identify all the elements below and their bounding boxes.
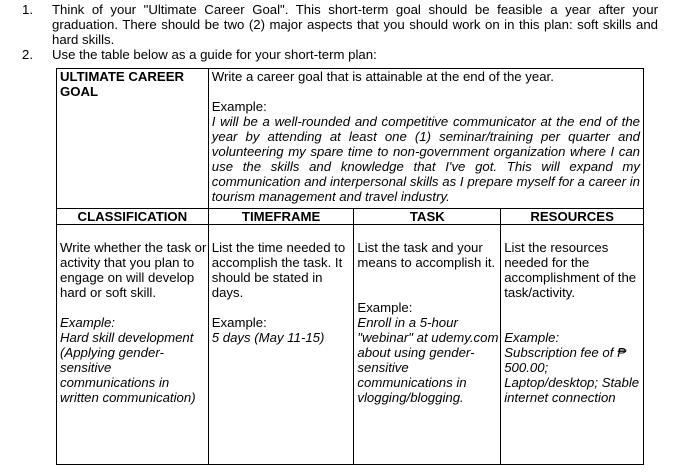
goal-content-cell bbox=[208, 69, 643, 209]
resources-cell bbox=[501, 225, 644, 465]
instruction-number: 2. bbox=[22, 47, 33, 62]
task-cell bbox=[354, 225, 501, 465]
example-text: Enroll in a 5-hour "webinar" at udemy.com about using gender-sensitive communications in vlogging/blogging. bbox=[357, 315, 499, 405]
classification-cell bbox=[57, 225, 209, 465]
column-header: RESOURCES bbox=[501, 209, 644, 225]
goal-example-label: Example: bbox=[211, 99, 267, 114]
guide-text: List the task and your means to accomplish it. bbox=[357, 240, 496, 270]
example-text: 5 days (May 11-15) bbox=[211, 330, 325, 345]
goal-example-text: I will be a well-rounded and competitive communicator at the end of the year by attending at least one (1) seminar/training per quarter and volunteering my spare time to non-government organization where I can use the skills and knowledge that I've got. This will expand my communication and interpersonal skills as I prepare myself for a career in tourism management and travel industry. bbox=[211, 114, 640, 204]
column-header: CLASSIFICATION bbox=[57, 209, 209, 225]
goal-label: ULTIMATE CAREER GOAL bbox=[60, 69, 185, 99]
goal-label-cell bbox=[57, 69, 209, 209]
column-header: TASK bbox=[354, 209, 501, 225]
column-header: TIMEFRAME bbox=[208, 209, 354, 225]
timeframe-cell bbox=[208, 225, 354, 465]
instruction-text: Think of your "Ultimate Career Goal". This short-term goal should be feasible a year after your graduation. There should be two (2) major aspects that you should work on in this plan: soft skills and hard skills. bbox=[52, 2, 658, 47]
header-row bbox=[57, 209, 644, 225]
example-label: Example: bbox=[357, 300, 413, 315]
goal-row bbox=[57, 69, 644, 209]
guide-text: List the time needed to accomplish the task. It should be stated in days. bbox=[211, 240, 346, 300]
career-plan-table bbox=[56, 68, 644, 465]
example-text: Subscription fee of ₱ 500.00; Laptop/desktop; Stable internet connection bbox=[504, 345, 640, 405]
guide-text: List the resources needed for the accomplishment of the task/activity. bbox=[504, 240, 637, 300]
goal-instruction: Write a career goal that is attainable at the end of the year. bbox=[211, 69, 554, 84]
plan-row bbox=[57, 225, 644, 465]
instruction-item-2 bbox=[22, 47, 658, 62]
guide-text: Write whether the task or activity that you plan to engage on will develop hard or soft skill. bbox=[60, 240, 207, 300]
example-label: Example: bbox=[60, 315, 115, 330]
instruction-text: Use the table below as a guide for your short-term plan: bbox=[52, 47, 377, 62]
example-label: Example: bbox=[211, 315, 267, 330]
instruction-list bbox=[22, 2, 658, 62]
instruction-item-1 bbox=[22, 2, 658, 47]
example-label: Example: bbox=[504, 330, 560, 345]
example-text: Hard skill development (Applying gender-sensitive communications in written communication) bbox=[60, 330, 196, 405]
instruction-number: 1. bbox=[22, 2, 33, 17]
